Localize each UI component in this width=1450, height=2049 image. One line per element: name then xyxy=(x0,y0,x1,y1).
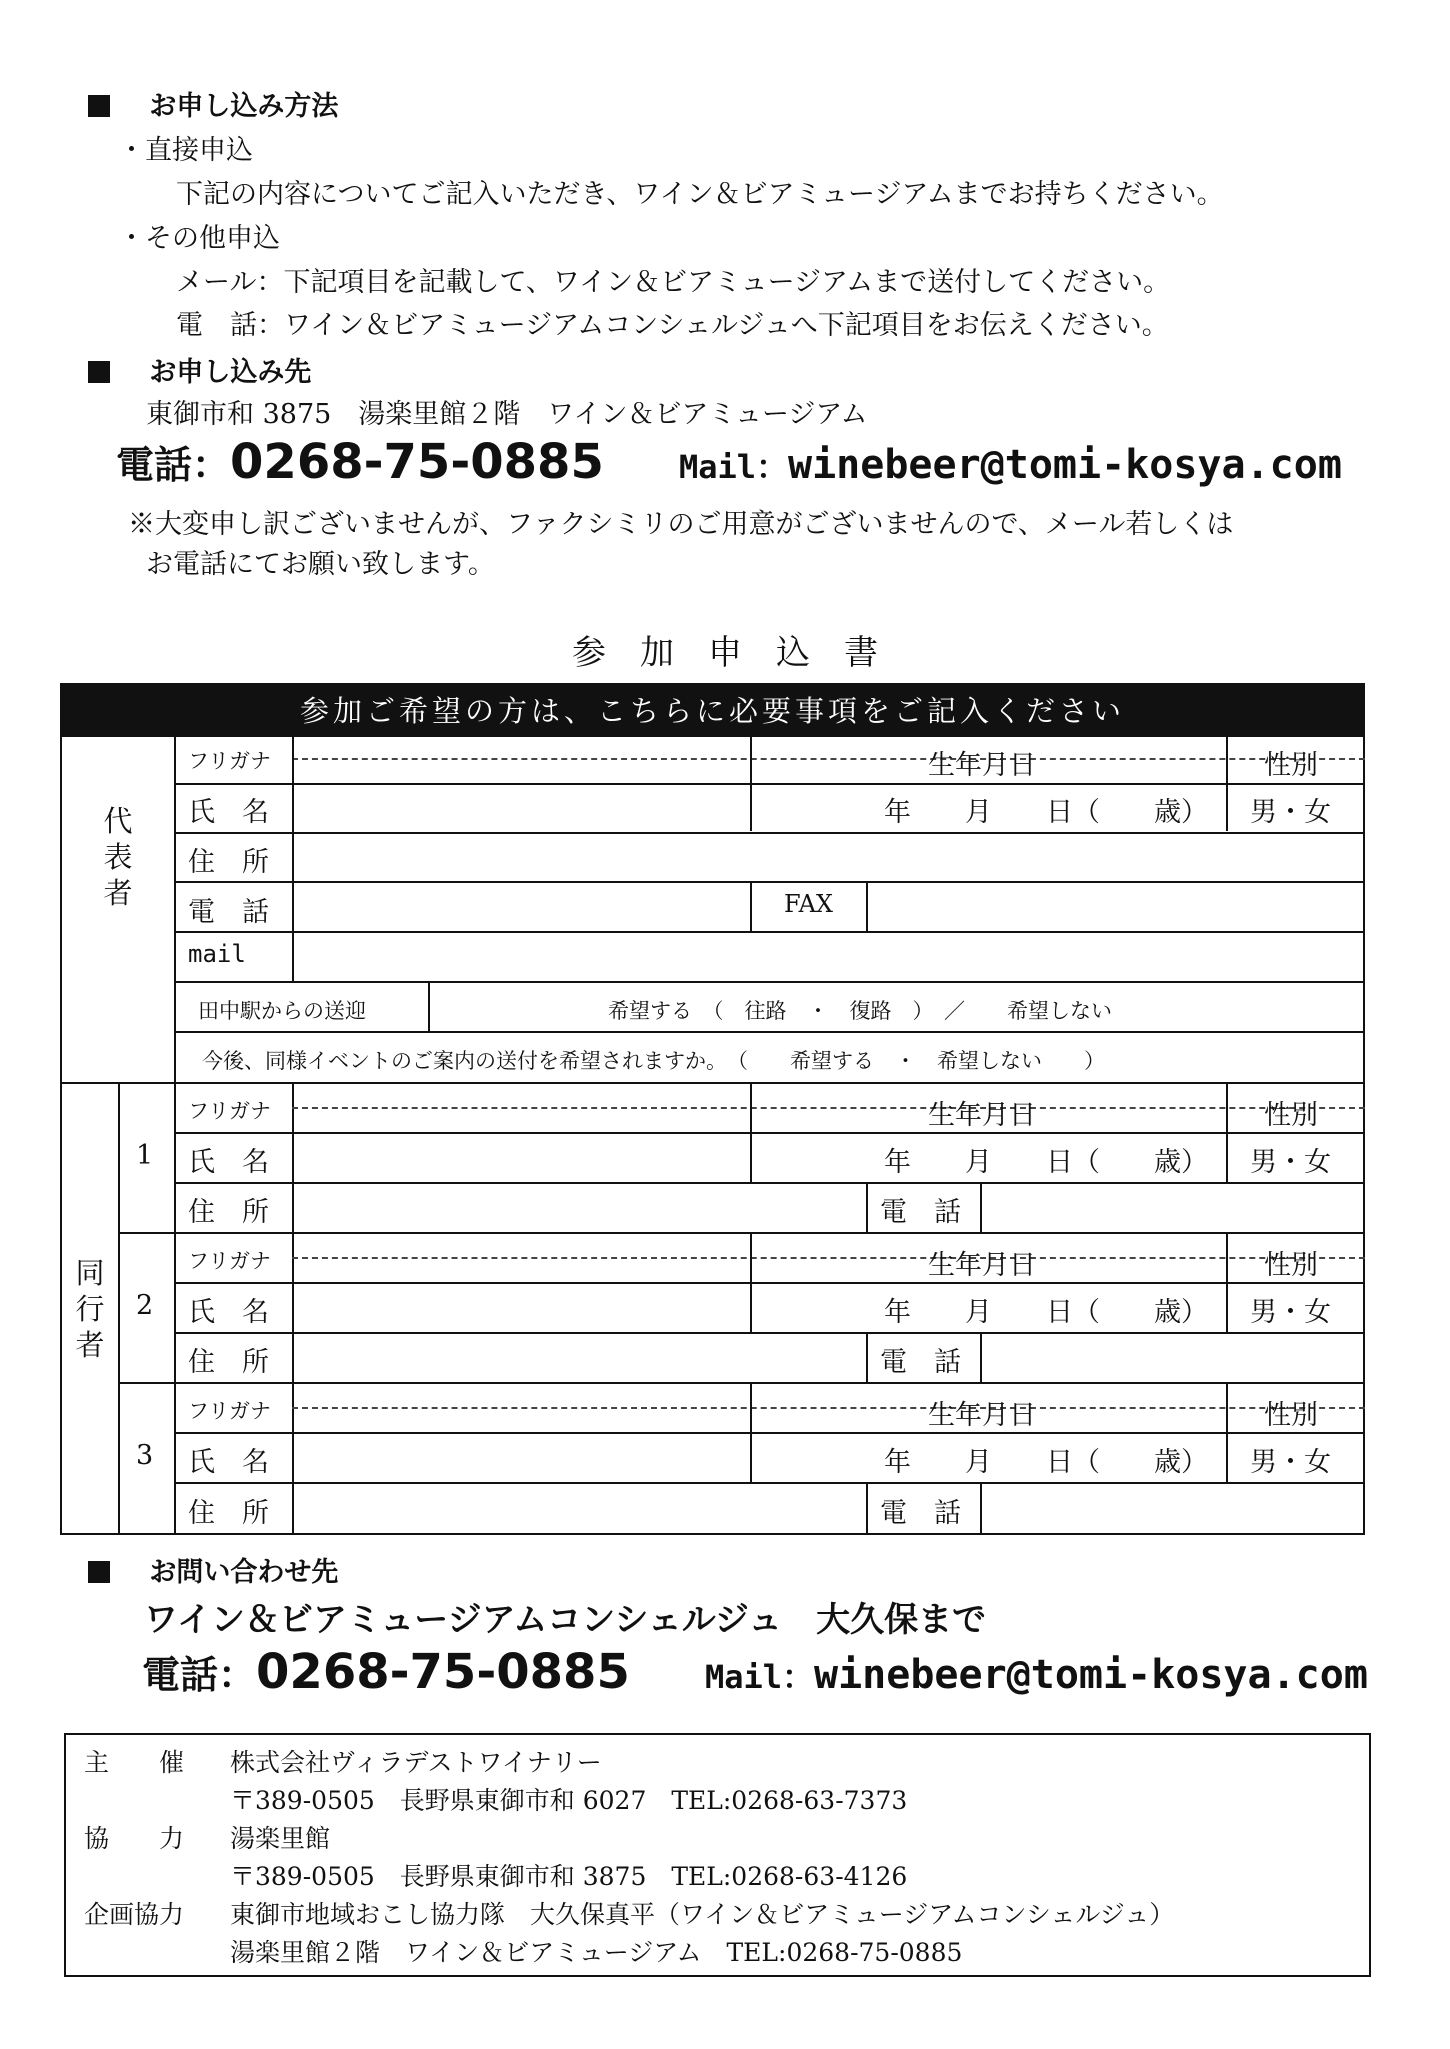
mail-apply-line: メール：下記項目を記載して、ワイン＆ビアミュージアムまで送付してください。 xyxy=(176,267,1171,298)
rep-birthday-label: 生年月日 xyxy=(928,750,1036,781)
comp3-address-label: 住 所 xyxy=(188,1498,269,1529)
comp3-gender-options: 男・女 xyxy=(1250,1447,1331,1478)
inquiry-heading: お問い合わせ先 xyxy=(88,1550,338,1589)
comp2-name-label: 氏 名 xyxy=(188,1297,269,1328)
inquiry-mail: winebeer@tomi-kosya.com xyxy=(814,1652,1368,1698)
comp1-birthday-fill: 年 月 日（ 歳） xyxy=(884,1147,1208,1178)
companion-2-number: 2 xyxy=(136,1290,154,1321)
comp1-birthday-label: 生年月日 xyxy=(928,1100,1036,1131)
plan-name: 東御市地域おこし協力隊 大久保真平（ワイン＆ビアミュージアムコンシェルジュ） xyxy=(230,1900,1175,1929)
square-bullet-icon xyxy=(88,1561,110,1583)
rep-furigana-label: フリガナ xyxy=(188,749,271,773)
comp2-gender-label: 性別 xyxy=(1264,1250,1318,1281)
fax-note-1: ※大変申し訳ございませんが、ファクシミリのご用意がございませんので、メール若しくは xyxy=(128,509,1234,540)
plan-label: 企画協力 xyxy=(84,1900,185,1929)
rep-name-label: 氏 名 xyxy=(188,797,269,828)
comp3-name-label: 氏 名 xyxy=(188,1447,269,1478)
comp2-phone-label: 電 話 xyxy=(880,1347,961,1378)
comp2-birthday-fill: 年 月 日（ 歳） xyxy=(884,1297,1208,1328)
rep-phone-label: 電 話 xyxy=(188,897,269,928)
organizers-box xyxy=(64,1733,1371,1977)
comp1-phone-label: 電 話 xyxy=(880,1197,961,1228)
inquiry-contact-line: 電話：0268-75-0885 Mail：winebeer@tomi-kosya.com xyxy=(142,1644,1368,1700)
square-bullet-icon xyxy=(88,361,110,383)
comp2-birthday-label: 生年月日 xyxy=(928,1250,1036,1281)
comp2-gender-options: 男・女 xyxy=(1250,1297,1331,1328)
rep-furigana-input[interactable] xyxy=(294,739,749,781)
application-form xyxy=(60,683,1365,1535)
rep-fax-input[interactable] xyxy=(868,883,1364,930)
comp3-phone-label: 電 話 xyxy=(880,1498,961,1529)
rep-birthday-fill: 年 月 日（ 歳） xyxy=(884,797,1208,828)
rep-gender-options: 男・女 xyxy=(1250,797,1331,828)
rep-phone-input[interactable] xyxy=(294,883,749,930)
plan-address: 湯楽里館２階 ワイン＆ビアミュージアム TEL:0268-75-0885 xyxy=(230,1938,963,1967)
tel-apply-line: 電 話：ワイン＆ビアミュージアムコンシェルジュへ下記項目をお伝えください。 xyxy=(176,310,1169,341)
host-name: 株式会社ヴィラデストワイナリー xyxy=(230,1748,602,1777)
rep-mail-input[interactable] xyxy=(294,933,1364,980)
destination-contact-line: 電話：0268-75-0885 Mail：winebeer@tomi-kosya.com xyxy=(116,434,1342,490)
companion-3-number: 3 xyxy=(136,1440,154,1471)
comp3-furigana-label: フリガナ xyxy=(188,1399,271,1423)
inquiry-contact: ワイン＆ビアミュージアムコンシェルジュ 大久保まで xyxy=(144,1600,987,1640)
companion-label: 同行者 xyxy=(75,1256,105,1362)
destination-address: 東御市和 3875 湯楽里館２階 ワイン＆ビアミュージアム xyxy=(146,399,868,430)
comp1-address-label: 住 所 xyxy=(188,1197,269,1228)
destination-tel: 0268-75-0885 xyxy=(230,434,604,490)
pickup-label: 田中駅からの送迎 xyxy=(198,999,366,1023)
rep-name-input[interactable] xyxy=(294,785,749,831)
comp1-furigana-label: フリガナ xyxy=(188,1099,271,1123)
coop-label: 協 力 xyxy=(84,1824,185,1853)
other-apply-title: ・その他申込 xyxy=(118,223,280,254)
comp3-birthday-fill: 年 月 日（ 歳） xyxy=(884,1447,1208,1478)
pickup-options: 希望する （ 往路 ・ 復路 ） ／ 希望しない xyxy=(608,999,1112,1023)
form-title: 参 加 申 込 書 xyxy=(572,633,878,673)
coop-name: 湯楽里館 xyxy=(230,1824,331,1853)
destination-mail: winebeer@tomi-kosya.com xyxy=(788,442,1342,488)
apply-heading: お申し込み方法 xyxy=(88,84,338,123)
comp1-gender-label: 性別 xyxy=(1264,1100,1318,1131)
future-question: 今後、同様イベントのご案内の送付を希望されますか。 （ 希望する ・ 希望しない ） xyxy=(202,1049,1105,1073)
host-label: 主 催 xyxy=(84,1748,185,1777)
comp1-name-label: 氏 名 xyxy=(188,1147,269,1178)
square-bullet-icon xyxy=(88,95,110,117)
fax-note-2: お電話にてお願い致します。 xyxy=(146,549,495,580)
companion-1-number: 1 xyxy=(136,1140,154,1171)
destination-heading: お申し込み先 xyxy=(88,350,311,389)
direct-apply-title: ・直接申込 xyxy=(118,135,253,166)
rep-address-label: 住 所 xyxy=(188,847,269,878)
comp1-gender-options: 男・女 xyxy=(1250,1147,1331,1178)
inquiry-tel: 0268-75-0885 xyxy=(256,1644,630,1700)
rep-fax-label: FAX xyxy=(784,890,833,918)
coop-address: 〒389-0505 長野県東御市和 3875 TEL:0268-63-4126 xyxy=(230,1862,908,1891)
form-instruction-band: 参加ご希望の方は、こちらに必要事項をご記入ください xyxy=(62,685,1363,737)
comp2-address-label: 住 所 xyxy=(188,1347,269,1378)
comp3-birthday-label: 生年月日 xyxy=(928,1400,1036,1431)
host-address: 〒389-0505 長野県東御市和 6027 TEL:0268-63-7373 xyxy=(230,1786,908,1815)
comp3-gender-label: 性別 xyxy=(1264,1400,1318,1431)
rep-gender-label: 性別 xyxy=(1264,750,1318,781)
comp2-furigana-label: フリガナ xyxy=(188,1249,271,1273)
representative-label: 代表者 xyxy=(103,804,133,910)
direct-apply-text: 下記の内容についてご記入いただき、ワイン＆ビアミュージアムまでお持ちください。 xyxy=(176,179,1224,210)
rep-address-input[interactable] xyxy=(294,834,1364,880)
rep-mail-label: mail xyxy=(188,940,246,968)
